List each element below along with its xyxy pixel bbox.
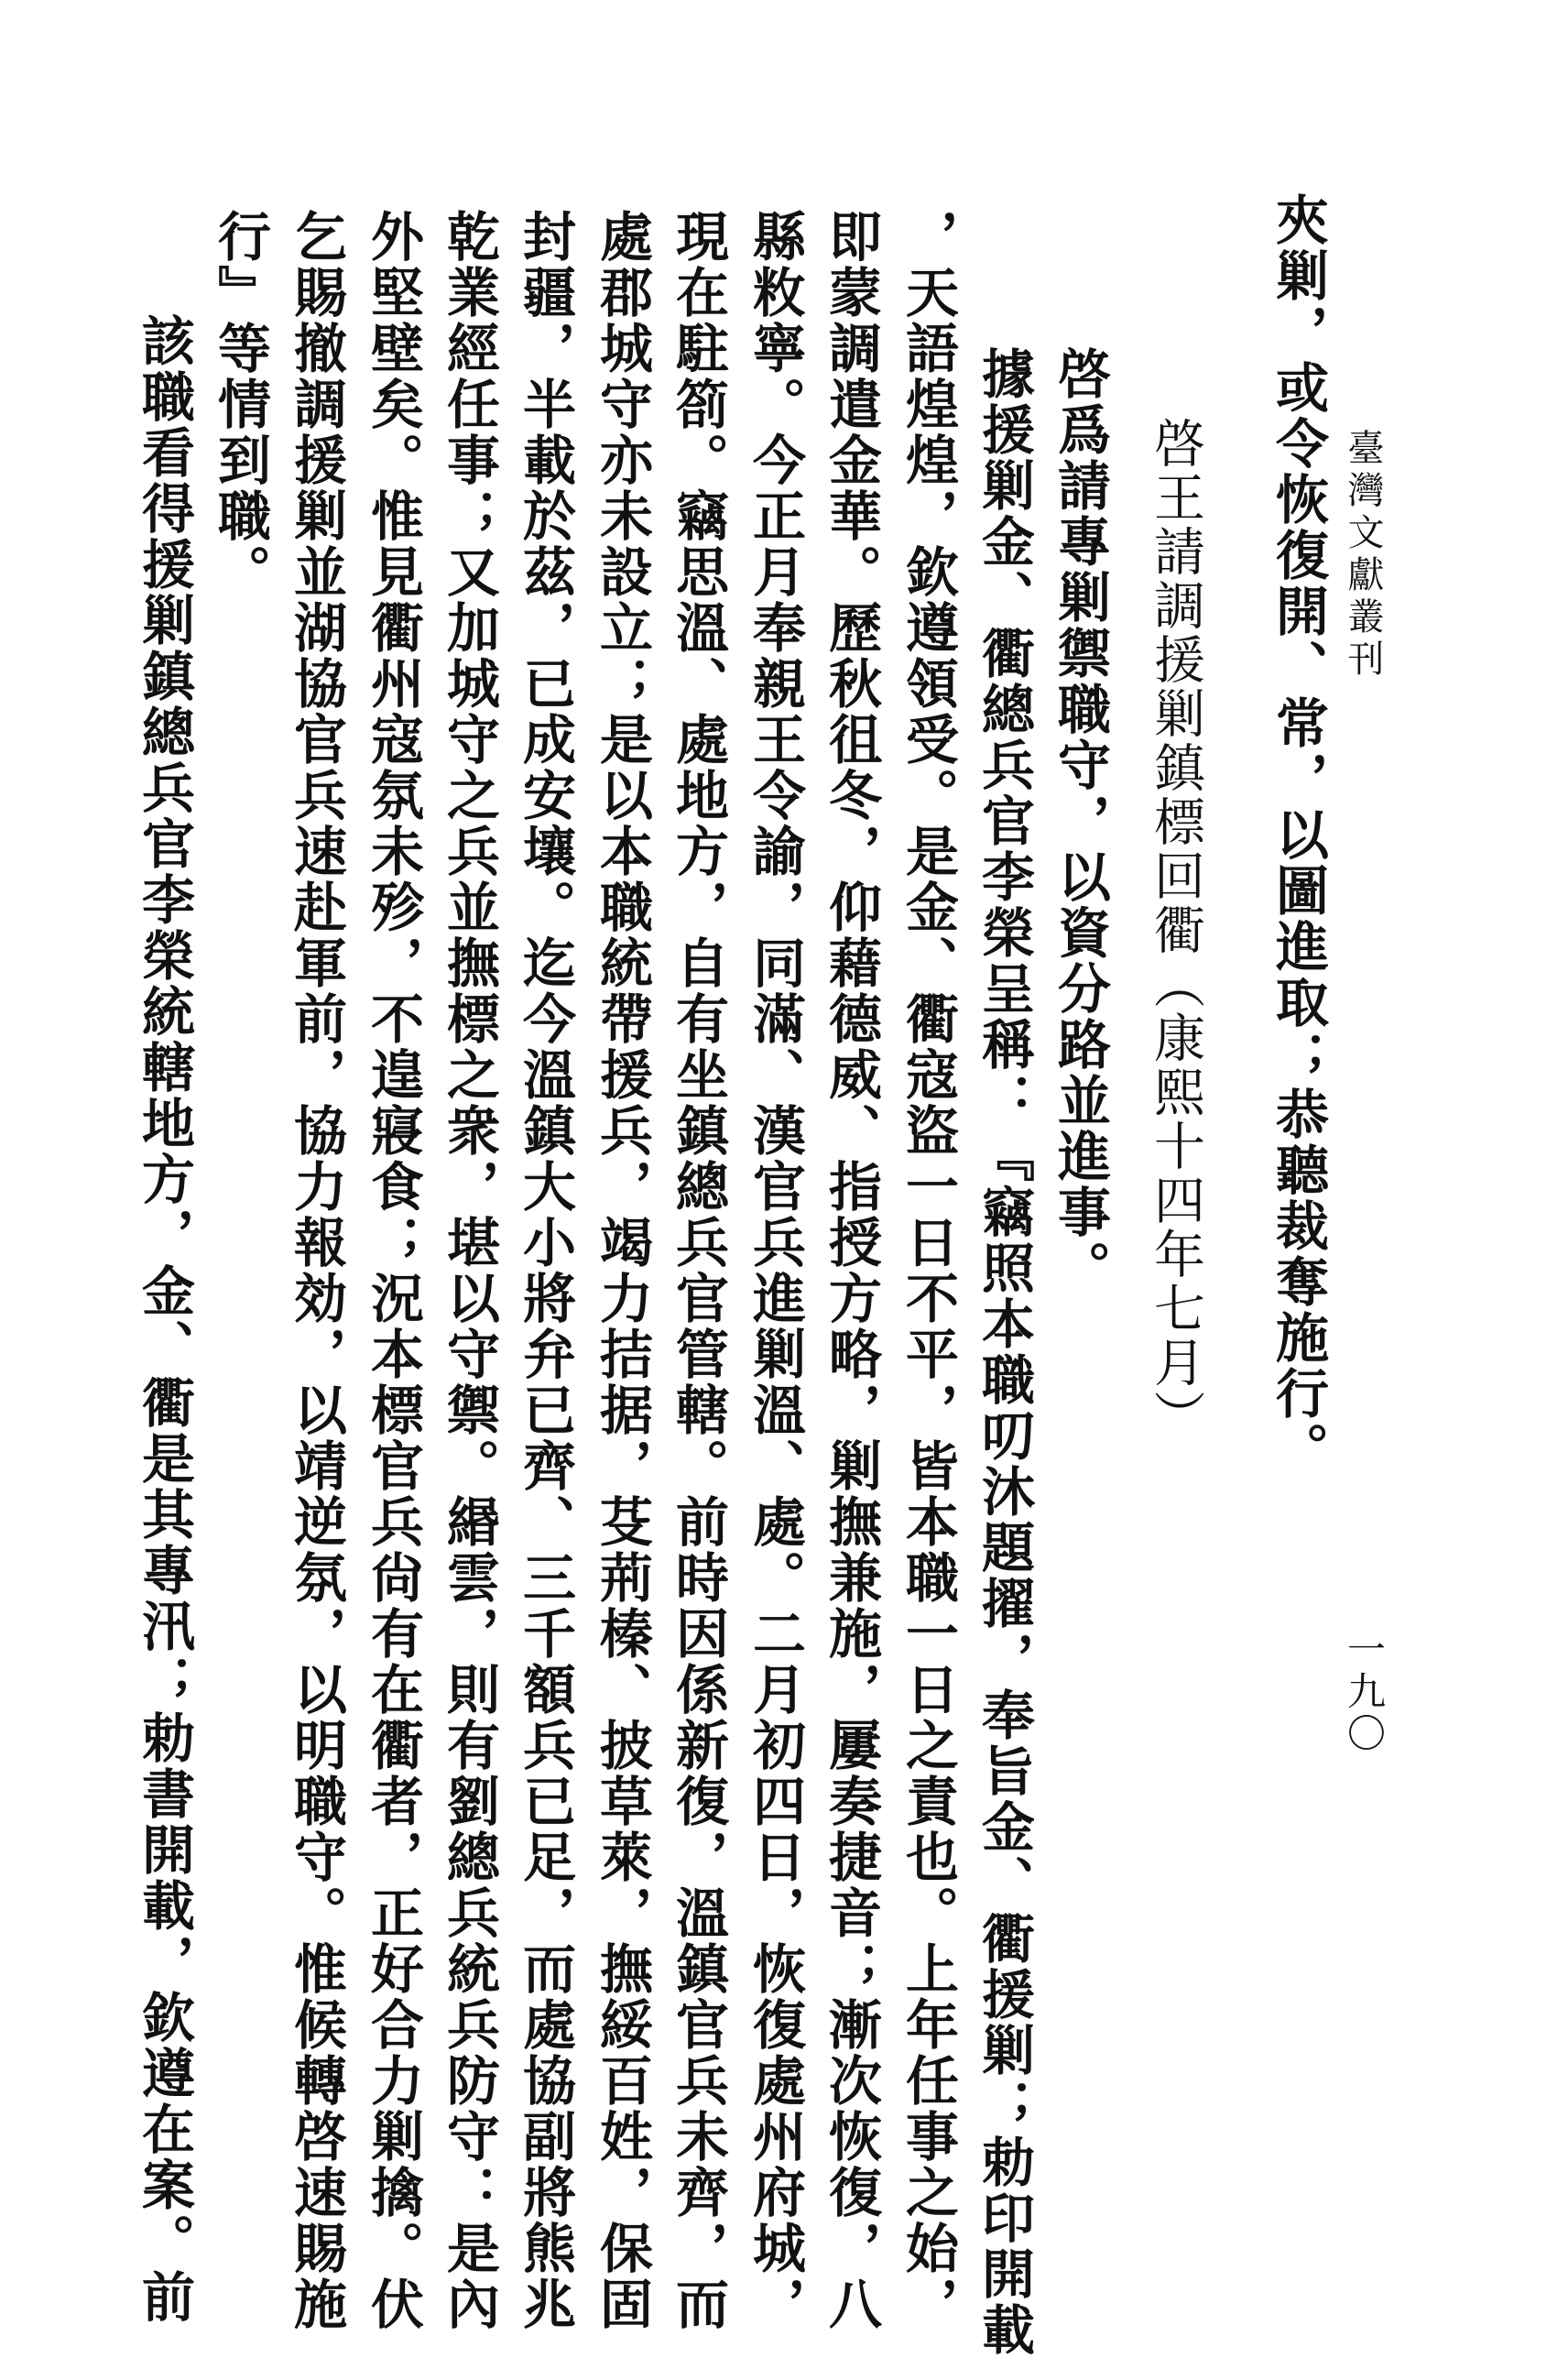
text-column: 封疆，半載於茲，已成安壤。迄今溫鎮大小將弁已齊、三千額兵已足，而處協副將熊兆 [514, 209, 576, 2332]
text-column: 夾剿，或令恢復開、常，以圖進取；恭聽裁奪施行。 [1267, 192, 1329, 1478]
running-title: 臺灣文獻叢刊 [1342, 429, 1384, 682]
text-column: 即蒙調遣金華。歷秋徂冬，仰藉德威、指授方略，剿撫兼施，屢奏捷音；漸次恢復，八 [820, 209, 882, 2332]
text-column: 該職看得援剿鎮總兵官李榮統轄地方，金、衢是其專汛；勅書開載，欽遵在案。前 [133, 313, 195, 2325]
text-column: 處郡城守亦未設立；是以本職統帶援兵，竭力拮据，芟荊榛、披草萊，撫綏百姓，保固 [591, 209, 653, 2332]
text-column: 現在駐箚。竊思溫、處地方，自有坐鎮總兵官管轄。前時因係新復，溫鎮官兵未齊，而 [667, 209, 729, 2332]
document-title: 啓王請調援剿鎮標回衢（康熙十四年七月） [1146, 417, 1205, 1444]
page-number: 一九〇 [1342, 1629, 1387, 1755]
text-column: 乾業經任事；又加城守之兵並撫標之衆，堪以守禦。緡雲，則有劉總兵統兵防守：是內 [438, 209, 500, 2332]
text-column: ，天語煌煌，欽遵領受。是金、衢寇盜一日不平，皆本職一日之責也。上年任事之始， [897, 209, 959, 2332]
text-column: 據援剿金、衢總兵官李榮呈稱：『竊照本職叨沐題擢，奉旨金、衢援剿；勅印開載 [973, 346, 1035, 2358]
text-column: 啓爲請專剿禦職守，以資分路並進事。 [1049, 346, 1111, 1296]
text-column: 乞賜撤調援剿並湖協官兵速赴軍前，協力報効，以靖逆氛，以明職守。惟候轉啓速賜施 [285, 209, 347, 2332]
text-column: 外堅壁矣。惟見衢州寇氛未殄，不遑寢食；況本標官兵尙有在衢者，正好合力剿擒。伏 [362, 209, 424, 2332]
text-column: 行』等情到職。 [209, 209, 271, 600]
text-column: 縣敉寧。今正月奉親王令諭，同滿、漢官兵進剿溫、處。二月初四日，恢復處州府城， [744, 209, 806, 2332]
